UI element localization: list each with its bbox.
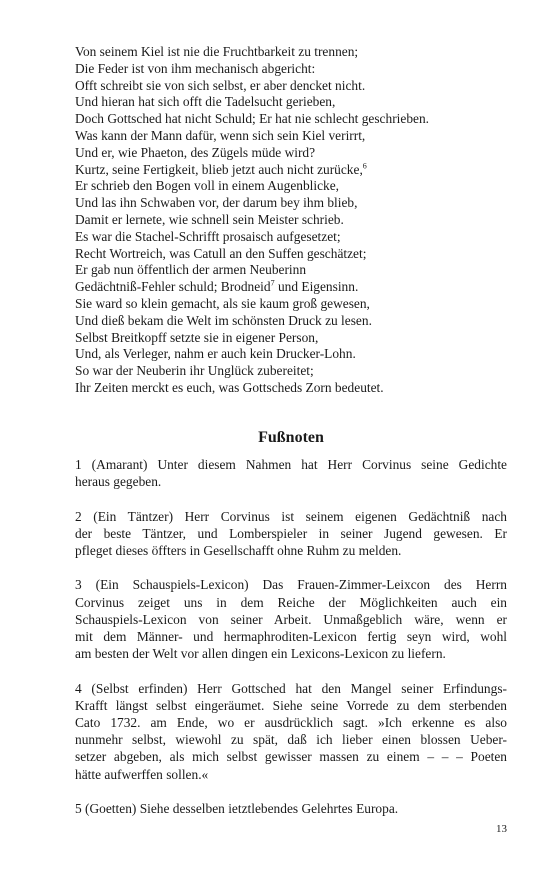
footnote-marker[interactable]: 6	[362, 161, 367, 171]
poem-line-text: Sie ward so klein gemacht, als sie kaum groß gewesen,	[75, 295, 370, 311]
footnote-line: 5 (Goetten) Siehe desselben ietztlebendes Gelehrtes Europa.	[75, 801, 399, 816]
poem-line	[75, 111, 505, 128]
footnote-line: hätte aufwerffen sollen.«	[75, 766, 209, 782]
poem-line-text: Und hieran hat sich offt die Tadelsucht gerieben,	[75, 94, 336, 110]
poem-line	[75, 145, 505, 162]
footnote-line: pfleget dieses öffters in Gesellschafft ohne Ruhm zu melden.	[75, 543, 402, 558]
poem-line	[75, 346, 505, 363]
poem-line-text: Er gab nun öffentlich der armen Neuberinn	[75, 262, 307, 278]
poem-line	[75, 262, 505, 279]
poem-line	[75, 128, 505, 145]
footnote	[75, 456, 507, 490]
footnote-line: der beste Täntzer, und Lomberspieler in seiner Jugend gewesen. Er	[75, 525, 507, 541]
footnote-line: heraus gegeben.	[75, 474, 162, 490]
poem-line	[75, 78, 505, 95]
footnote	[75, 508, 507, 560]
poem-line-text: Doch Gottsched hat nicht Schuld; Er hat nie schlecht geschrieben.	[75, 111, 430, 127]
page-number: 13	[496, 823, 507, 835]
poem-line	[75, 162, 505, 179]
poem-line-text: So war der Neuberin ihr Unglück zubereitet;	[75, 363, 314, 379]
poem-line	[75, 380, 505, 397]
footnote-line: Corvinus zeiget uns in dem Reiche der Möglichkeiten auch ein	[75, 594, 507, 610]
poem-line-text: Recht Wortreich, was Catull an den Suffen geschätzet;	[75, 245, 367, 261]
poem-line	[75, 313, 505, 330]
poem-line-text: Damit er lernete, wie schnell sein Meister schrieb.	[75, 211, 344, 227]
poem-line-text: Und, als Verleger, nahm er auch kein Drucker-Lohn.	[75, 346, 356, 362]
poem-line	[75, 279, 505, 296]
footnote	[75, 800, 507, 817]
poem-line	[75, 246, 505, 263]
poem-line	[75, 212, 505, 229]
poem-line-text-after: und Eigensinn.	[274, 279, 359, 295]
footnote-line: 2 (Ein Täntzer) Herr Corvinus ist seinem eigenen Gedächtniß nach	[75, 508, 507, 524]
footnote-line: Krafft längst selbst eingeräumet. Siehe seine Vorrede zu dem sterbenden	[75, 697, 507, 713]
footnote-line: am besten der Welt vor allen dingen ein Lexicons-Lexicon zu liefern.	[75, 646, 446, 662]
footnote-line: 1 (Amarant) Unter diesem Nahmen hat Herr Corvinus seine Gedichte	[75, 457, 507, 472]
footnote-line: Cato 1732. am Ende, wo er ausdrücklich sagt. »Ich erkenne es also	[75, 715, 507, 730]
poem-line	[75, 296, 505, 313]
footnotes-heading: Fußnoten	[258, 429, 324, 446]
footnote-line: 3 (Ein Schauspiels-Lexicon) Das Frauen-Zimmer-Leixcon des Herrn	[75, 577, 507, 593]
footnote-line: 4 (Selbst erfinden) Herr Gottsched hat den Mangel seiner Erfindungs-	[75, 680, 507, 696]
poem-line	[75, 178, 505, 195]
poem-line-text: Ihr Zeiten merckt es euch, was Gottscheds Zorn bedeutet.	[75, 379, 384, 395]
poem-line-text: Gedächtniß-Fehler schuld; Brodneid	[75, 279, 271, 295]
poem-line	[75, 363, 505, 380]
poem-line	[75, 61, 505, 78]
footnote	[75, 680, 507, 783]
poem-line	[75, 44, 505, 61]
poem-line	[75, 94, 505, 111]
poem-line-text: Er schrieb den Bogen voll in einem Augenblicke,	[75, 178, 340, 194]
footnote-line: mit dem Männer- und hermaphroditen-Lexicon fertig seyn wird, wohl	[75, 629, 507, 644]
poem-line	[75, 330, 505, 347]
footnotes-section	[75, 456, 507, 834]
poem-line-text: Und er, wie Phaeton, des Zügels müde wird?	[75, 144, 316, 160]
footnote-line: Schauspiels-Lexicon von seiner Arbeit. Unmaßgeblich wäre, wenn er	[75, 611, 507, 627]
poem-line-text: Kurtz, seine Fertigkeit, blieb jetzt auch nicht zurücke,	[75, 161, 363, 177]
poem-line	[75, 229, 505, 246]
poem-line-text: Selbst Breitkopff setzte sie in eigener Person,	[75, 329, 319, 345]
poem-line-text: Es war die Stachel-Schrifft prosaisch aufgesetzet;	[75, 228, 341, 244]
footnote-line: setzer abgeben, als mich selbst gewisser massen zu einem – – – Poeten	[75, 749, 507, 765]
footnote	[75, 576, 507, 662]
poem-line-text: Und las ihn Schwaben vor, der darum bey ihm blieb,	[75, 195, 358, 211]
footnote-line: nunmehr selbst, wiewohl zu spät, daß ich lieber einen blossen Ueber-	[75, 732, 507, 748]
poem-line	[75, 195, 505, 212]
poem-text	[75, 44, 505, 397]
poem-line-text: Die Feder ist von ihm mechanisch abgericht:	[75, 60, 316, 76]
poem-line-text: Und dieß bekam die Welt im schönsten Druck zu lesen.	[75, 312, 372, 328]
footnote-marker[interactable]: 7	[270, 278, 275, 288]
poem-line-text: Von seinem Kiel ist nie die Fruchtbarkeit zu trennen;	[75, 44, 359, 59]
poem-line-text: Offt schreibt sie von sich selbst, er aber dencket nicht.	[75, 77, 366, 93]
poem-line-text: Was kann der Mann dafür, wenn sich sein Kiel verirrt,	[75, 127, 366, 143]
